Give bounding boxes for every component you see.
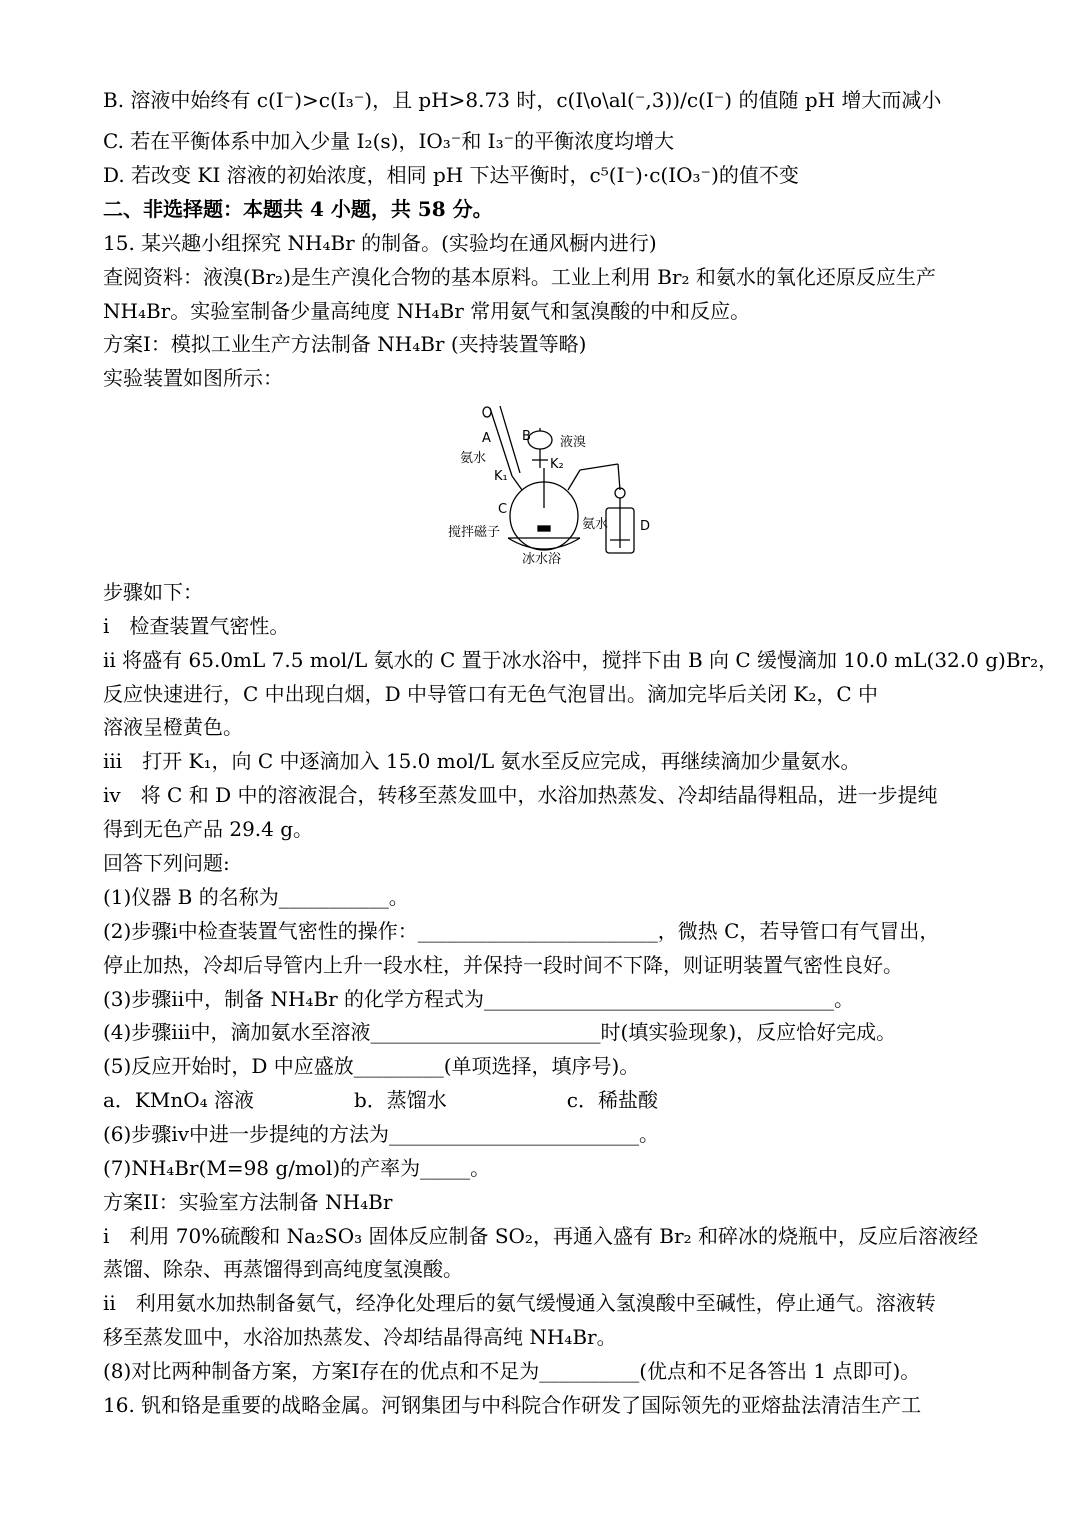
- step-ii: ii 将盛有 65.0mL 7.5 mol/L 氨水的 C 置于冰水浴中，搅拌下由 B 向 C 缓慢滴加 10.0 mL(32.0 g)Br₂，: [103, 648, 1059, 672]
- text-line: 回答下列问题:: [103, 851, 230, 875]
- step-i: i 检查装置气密性。: [103, 614, 290, 638]
- scheme-ii-title: 方案II：实验室方法制备 NH₄Br: [103, 1190, 393, 1214]
- label-bromine: 液溴: [560, 435, 587, 450]
- scheme-ii-step-ii: ii 利用氨水加热制备氨气，经净化处理后的氨气缓慢通入氢溴酸中至碱性，停止通气。溶液转: [103, 1291, 936, 1315]
- subquestion-6: (6)步骤iv中进一步提纯的方法为_________________________。: [103, 1122, 660, 1146]
- question-16-title: 16. 钒和铬是重要的战略金属。河钢集团与中科院合作研发了国际领先的亚熔盐法清洁生产工: [103, 1393, 922, 1417]
- subquestion-2: (2)步骤i中检查装置气密性的操作：________________________，微热 C，若导管口有气冒出，: [103, 919, 940, 943]
- subquestion-7: (7)NH₄Br(M=98 g/mol)的产率为_____。: [103, 1156, 491, 1180]
- section-heading: 二、非选择题：本题共 4 小题，共 58 分。: [103, 197, 493, 221]
- text-line: 得到无色产品 29.4 g。: [103, 817, 314, 841]
- text-line: 反应快速进行，C 中出现白烟，D 中导管口有无色气泡冒出。滴加完毕后关闭 K₂，C 中: [103, 682, 879, 706]
- label-b: B: [522, 429, 531, 444]
- option-d: D. 若改变 KI 溶液的初始浓度，相同 pH 下达平衡时，c⁵(I⁻)·c(IO₃⁻)的值不变: [103, 163, 799, 187]
- option-b: B. 溶液中始终有 c(I⁻)>c(I₃⁻)，且 pH>8.73 时，c(I\o\al(⁻,3))/c(I⁻) 的值随 pH 增大而减小: [103, 88, 942, 112]
- label-k1: K₁: [494, 469, 508, 484]
- text-line: 停止加热，冷却后导管内上升一段水柱，并保持一段时间不下降，则证明装置气密性良好。: [103, 953, 903, 977]
- label-c: C: [498, 502, 508, 517]
- text-line: 溶液呈橙黄色。: [103, 715, 243, 739]
- text-line: 蒸馏、除杂、再蒸馏得到高纯度氢溴酸。: [103, 1257, 463, 1281]
- label-k2: K₂: [550, 457, 564, 472]
- label-a: A: [482, 431, 491, 446]
- text-line: 实验装置如图所示：: [103, 366, 283, 390]
- label-ammonia-left: 氨水: [460, 451, 487, 466]
- apparatus-diagram: [440, 398, 680, 573]
- text-line: 查阅资料：液溴(Br₂)是生产溴化合物的基本原料。工业上利用 Br₂ 和氨水的氧化还原反应生产: [103, 265, 936, 289]
- text-line: 方案I：模拟工业生产方法制备 NH₄Br (夹持装置等略): [103, 332, 587, 356]
- subquestion-3: (3)步骤ii中，制备 NH₄Br 的化学方程式为___________________________________。: [103, 987, 855, 1011]
- text-line: 移至蒸发皿中，水浴加热蒸发、冷却结晶得高纯 NH₄Br。: [103, 1325, 617, 1349]
- text-line: 步骤如下：: [103, 580, 203, 604]
- label-d: D: [640, 519, 651, 534]
- subquestion-4: (4)步骤iii中，滴加氨水至溶液_______________________时(填实验现象)，反应恰好完成。: [103, 1020, 897, 1044]
- subquestion-8: (8)对比两种制备方案，方案I存在的优点和不足为__________(优点和不足各答出 1 点即可)。: [103, 1359, 921, 1383]
- subquestion-1: (1)仪器 B 的名称为___________。: [103, 885, 409, 909]
- step-iii: iii 打开 K₁，向 C 中逐滴加入 15.0 mol/L 氨水至反应完成，再继续滴加少量氨水。: [103, 749, 861, 773]
- subquestion-5: (5)反应开始时，D 中应盛放_________(单项选择，填序号)。: [103, 1054, 640, 1078]
- choices: a．KMnO₄ 溶液 b．蒸馏水 c．稀盐酸: [103, 1088, 658, 1112]
- step-iv: iv 将 C 和 D 中的溶液混合，转移至蒸发皿中，水浴加热蒸发、冷却结晶得粗品，进一步提纯: [103, 783, 938, 807]
- label-ammonia-right: 氨水: [582, 517, 609, 532]
- label-ice-bath: 冰水浴: [522, 552, 562, 567]
- label-stirrer: 搅拌磁子: [448, 525, 501, 540]
- option-c: C. 若在平衡体系中加入少量 I₂(s)，IO₃⁻和 I₃⁻的平衡浓度均增大: [103, 129, 675, 153]
- text-line: NH₄Br。实验室制备少量高纯度 NH₄Br 常用氨气和氢溴酸的中和反应。: [103, 299, 751, 323]
- question-15-title: 15. 某兴趣小组探究 NH₄Br 的制备。(实验均在通风橱内进行): [103, 231, 657, 255]
- scheme-ii-step-i: i 利用 70%硫酸和 Na₂SO₃ 固体反应制备 SO₂，再通入盛有 Br₂ 和碎冰的烧瓶中，反应后溶液经: [103, 1224, 978, 1248]
